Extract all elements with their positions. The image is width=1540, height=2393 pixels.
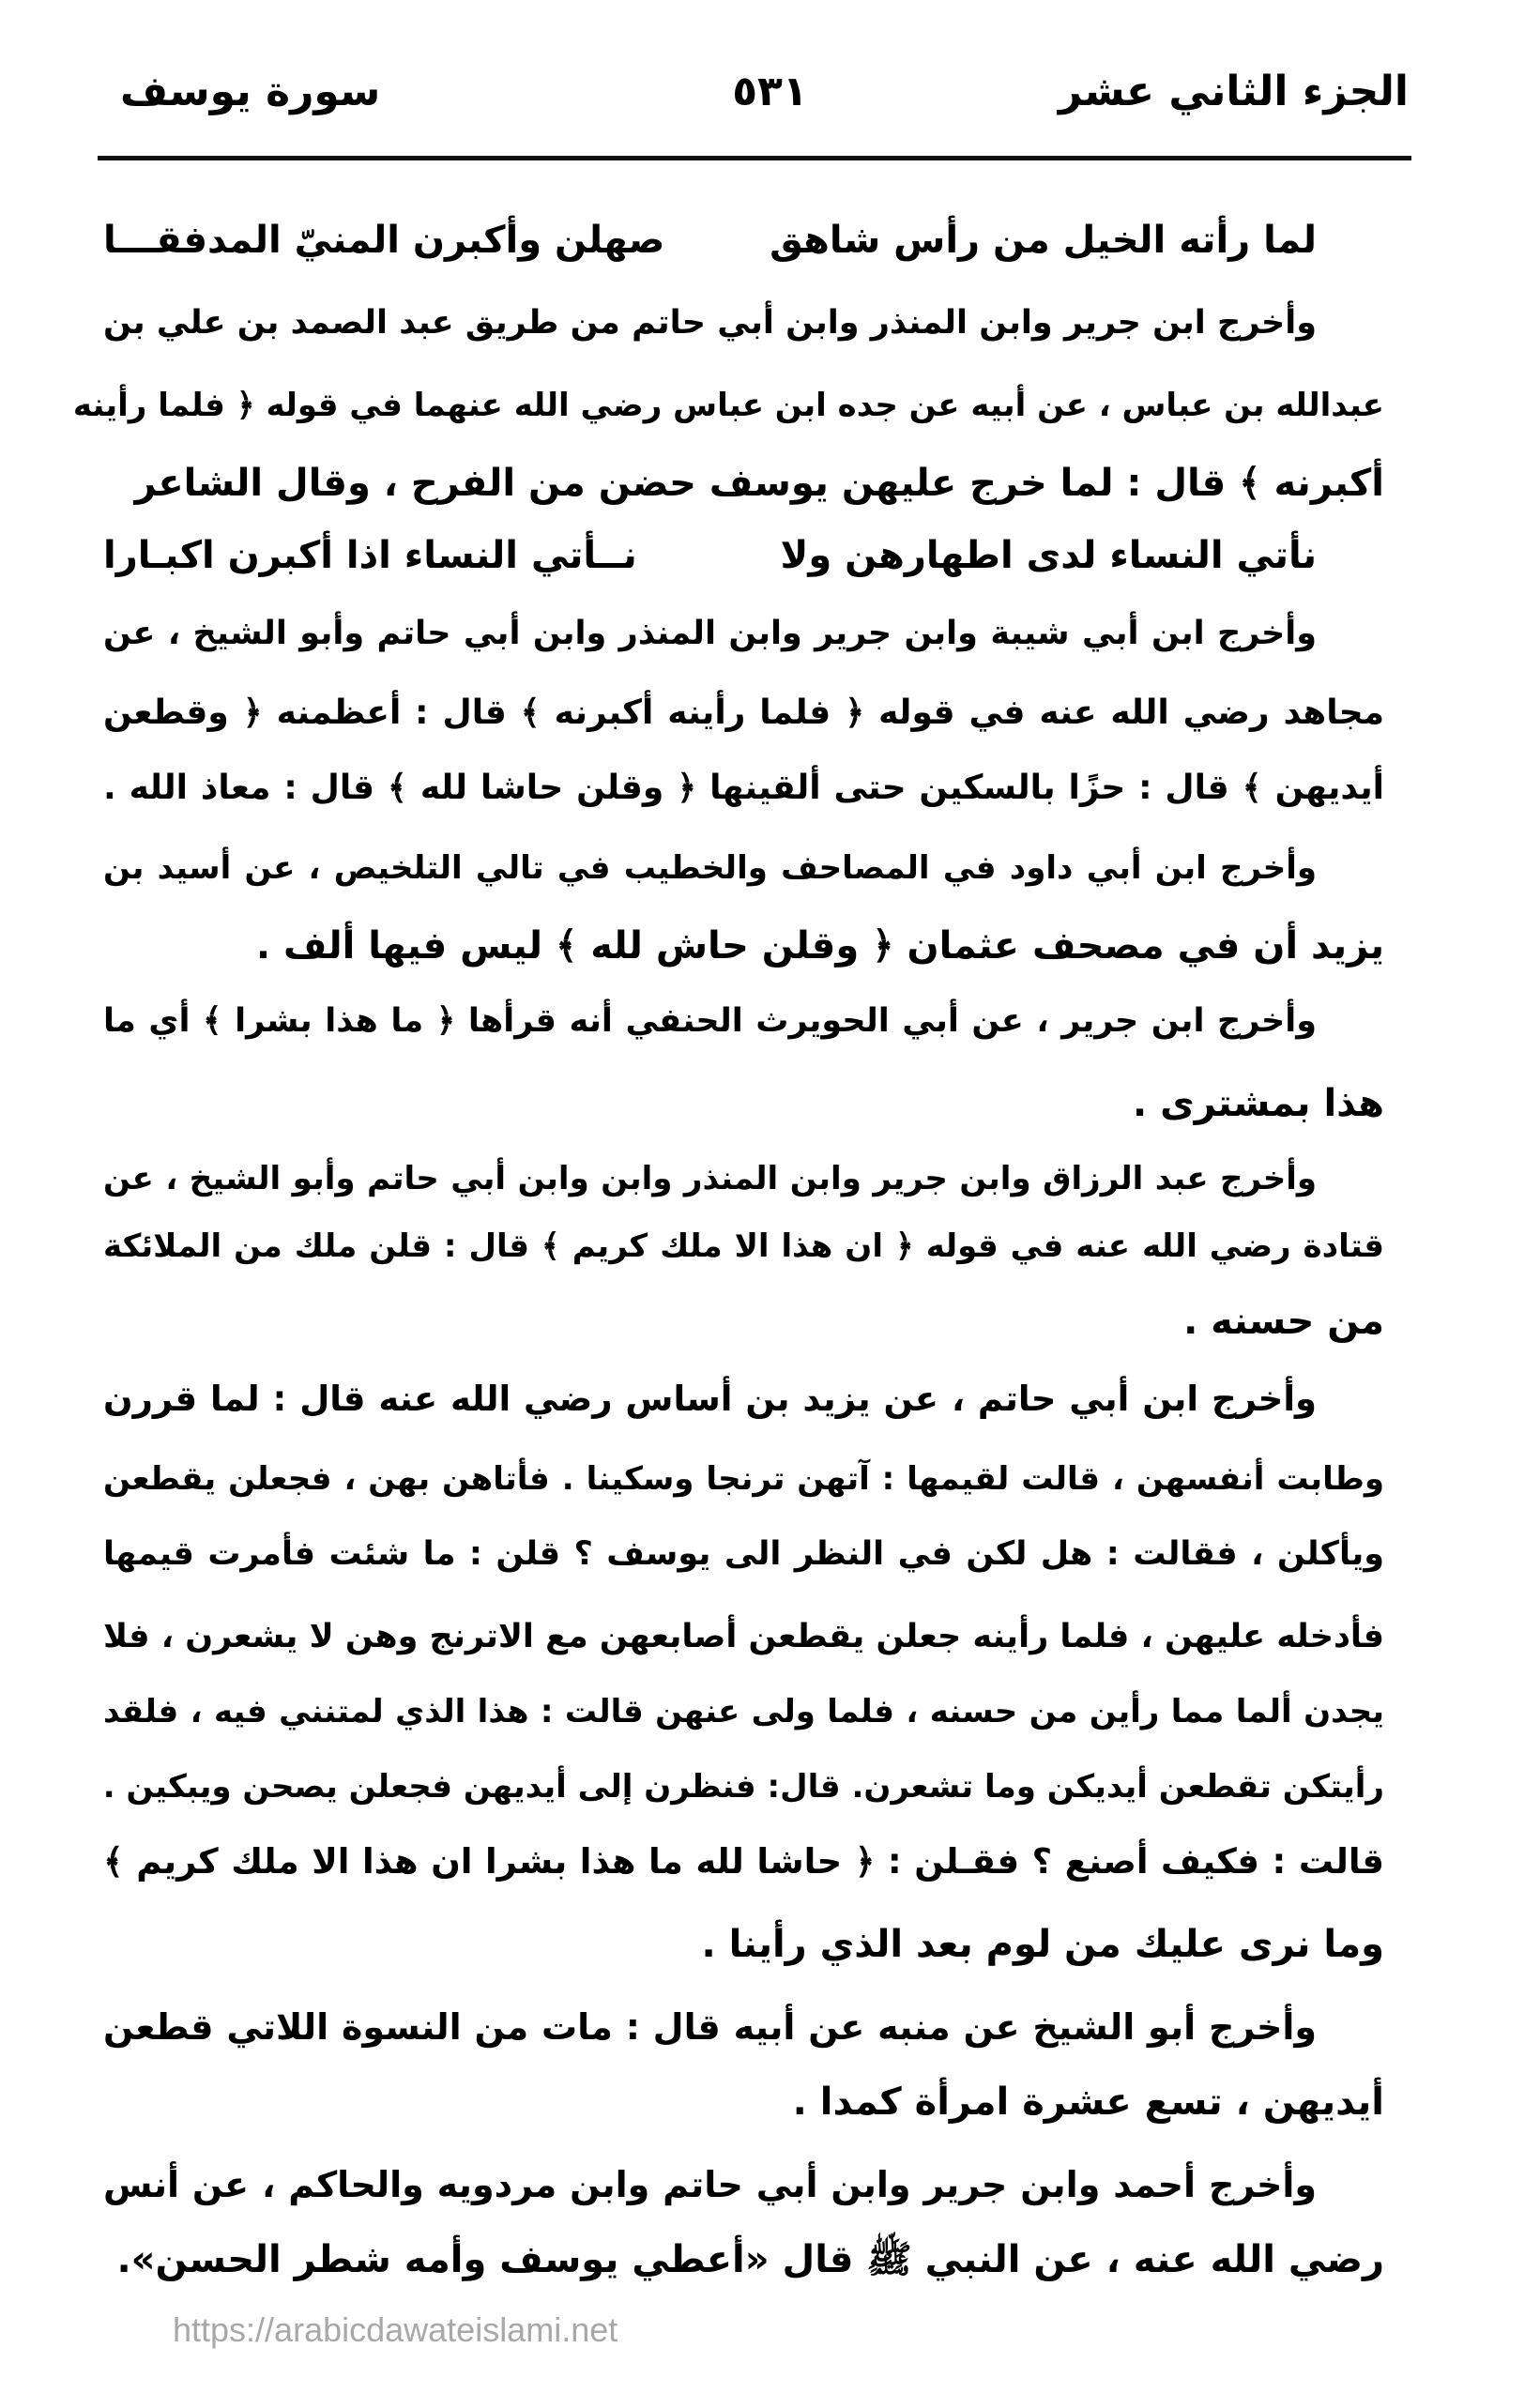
verse-hemistich: صهلن وأكبرن المنيّ المدفقـــا <box>103 219 665 262</box>
text-line: رضي الله عنه ، عن النبي ﷺ قال «أعطي يوسف وأمه شطر الحسن». <box>116 2238 1384 2281</box>
text-line: قالت : فكيف أصنع ؟ فقـلن : ﴿ حاشا لله ما هذا بشرا ان هذا الا ملك كريم ﴾ <box>103 1841 1384 1882</box>
text-line: وأخرج ابن أبي شيبة وابن جرير وابن المنذر وابن أبي حاتم وأبو الشيخ ، عن <box>103 615 1317 652</box>
text-line: يجدن ألما مما رأين من حسنه ، فلما ولى عنهن قالت : هذا الذي لمتنني فيه ، فلقد <box>103 1693 1384 1730</box>
text-line: رأيتكن تقطعن أيديكن وما تشعرن. قال: فنظرن إلى أيديهن فجعلن يصحن ويبكين . <box>102 1768 1384 1806</box>
text-line: هذا بمشترى . <box>1132 1082 1384 1125</box>
text-line: وطابت أنفسهن ، قالت لقيمها : آتهن ترنجا وسكينا . فأتاهن بهن ، فجعلن يقطعن <box>103 1460 1384 1498</box>
verse-hemistich: نأتي النساء لدى اطهارهن ولا <box>780 534 1317 577</box>
text-line: مجاهد رضي الله عنه في قوله ﴿ فلما رأينه أكبرنه ﴾ قال : أعظمنه ﴿ وقطعن <box>103 694 1384 732</box>
header-rule <box>98 156 1411 160</box>
text-line: أيديهن ﴾ قال : حزًا بالسكين حتى ألقينها ﴿ وقلن حاشا لله ﴾ قال : معاذ الله . <box>103 769 1384 807</box>
text-line: أيديهن ، تسع عشرة امرأة كمدا . <box>792 2081 1384 2124</box>
text-line: وأخرج أبو الشيخ عن منبه عن أبيه قال : مات من النسوة اللاتي قطعن <box>103 2006 1317 2048</box>
text-line: وأخرج ابن أبي داود في المصاحف والخطيب في تالي التلخيص ، عن أسيد بن <box>103 849 1317 887</box>
verse-line <box>103 523 1384 588</box>
text-line: قتادة رضي الله عنه في قوله ﴿ ان هذا الا ملك كريم ﴾ قال : قلن ملك من الملائكة <box>103 1227 1384 1265</box>
text-line: ويأكلن ، فقالت : هل لكن في النظر الى يوسف ؟ قلن : ما شئت فأمرت قيمها <box>103 1535 1384 1573</box>
verse-hemistich: لما رأته الخيل من رأس شاهق <box>770 219 1317 262</box>
running-header-part: الجزء الثاني عشر <box>1058 68 1409 115</box>
text-line: من حسنه . <box>1183 1300 1384 1343</box>
running-header-surah: سورة يوسف <box>120 68 381 115</box>
text-line: فأدخله عليهن ، فلما رأينه جعلن يقطعن أصابعهن مع الاترنج وهن لا يشعرن ، فلا <box>103 1618 1384 1655</box>
verse-line <box>103 207 1384 273</box>
text-line: يزيد أن في مصحف عثمان ﴿ وقلن حاش لله ﴾ ليس فيها ألف . <box>255 924 1384 968</box>
text-line: وأخرج ابن جرير وابن المنذر وابن أبي حاتم من طريق عبد الصمد بن علي بن <box>103 304 1317 342</box>
text-line: وأخرج أحمد وابن جرير وابن أبي حاتم وابن مردويه والحاكم ، عن أنس <box>103 2164 1317 2205</box>
verse-hemistich: نــأتي النساء اذا أكبرن اكبـارا <box>103 534 637 577</box>
text-line: وأخرج ابن أبي حاتم ، عن يزيد بن أساس رضي الله عنه قال : لما قررن <box>103 1379 1317 1419</box>
text-line: أكبرنه ﴾ قال : لما خرج عليهن يوسف حضن من الفرح ، وقال الشاعر <box>134 462 1384 505</box>
watermark-url: https://arabicdawateislami.net <box>173 2310 618 2349</box>
text-line: وما نرى عليك من لوم بعد الذي رأينا . <box>701 1923 1384 1966</box>
page-number: ٥٣١ <box>732 68 808 115</box>
text-line: وأخرج عبد الرزاق وابن جرير وابن المنذر وابن وابن أبي حاتم وأبو الشيخ ، عن <box>103 1160 1317 1197</box>
text-line: وأخرج ابن جرير ، عن أبي الحويرث الحنفي أنه قرأها ﴿ ما هذا بشرا ﴾ أي ما <box>103 1002 1317 1040</box>
text-line: عبدالله بن عباس ، عن أبيه عن جده ابن عباس رضي الله عنهما في قوله ﴿ فلما رأينه <box>72 387 1384 424</box>
